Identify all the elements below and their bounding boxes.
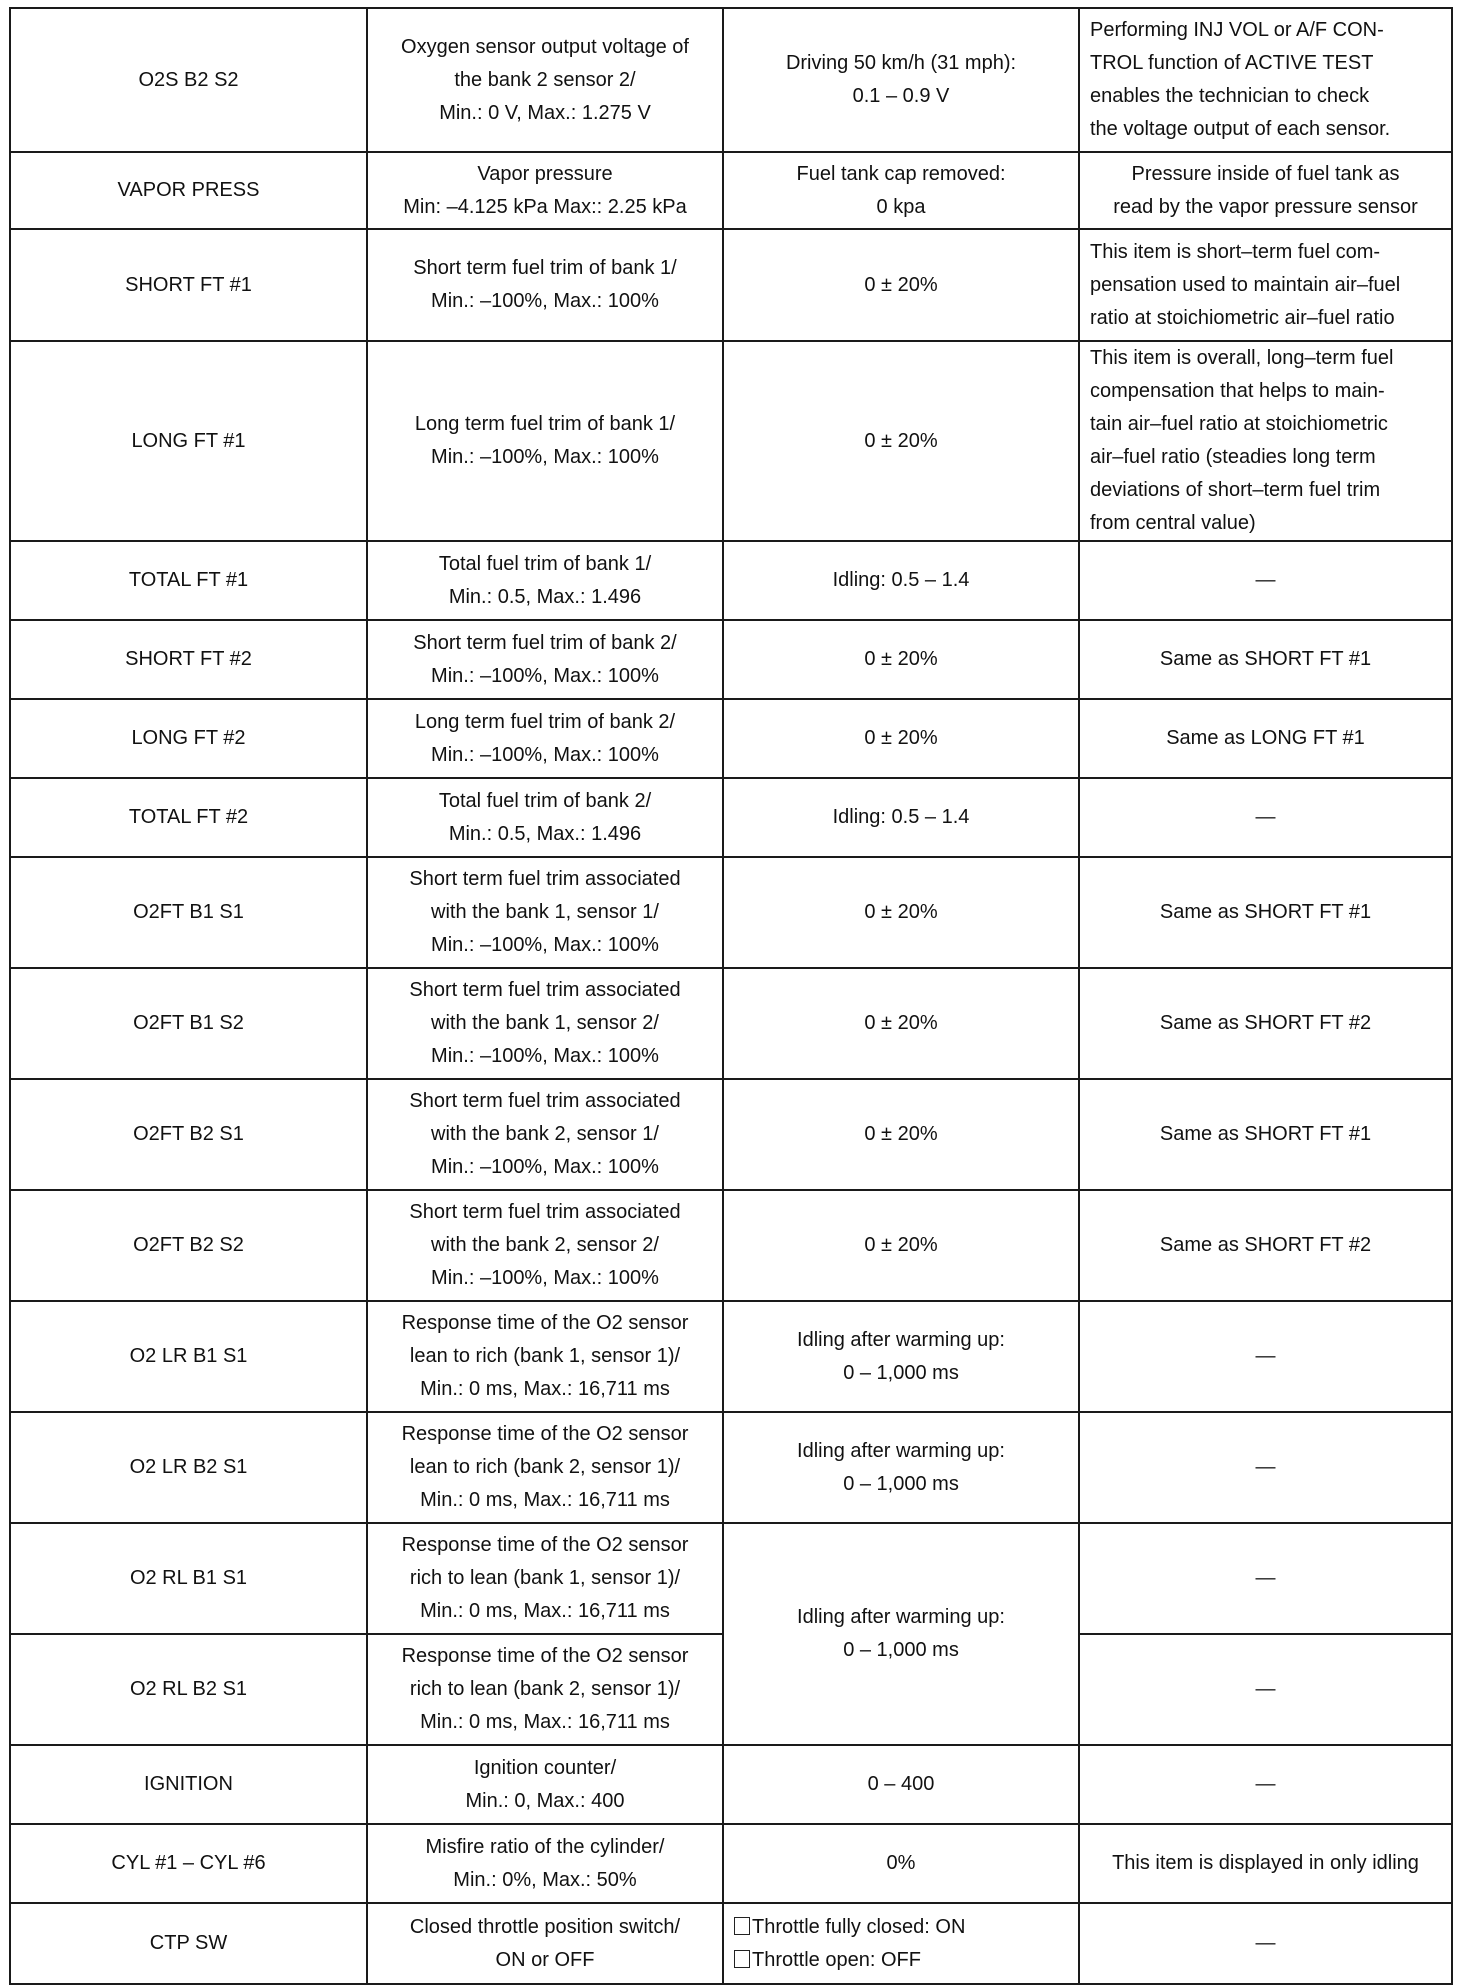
measurement-cell: Oxygen sensor output voltage of the bank 2 sensor 2/ Min.: 0 V, Max.: 1.275 V: [367, 8, 723, 152]
measurement-cell: Total fuel trim of bank 1/ Min.: 0.5, Max.: 1.496: [367, 541, 723, 620]
diagnostic-note-cell: Same as SHORT FT #1: [1079, 620, 1452, 699]
table-row: [10, 8, 1452, 152]
table-row: [10, 1412, 1452, 1523]
item-cell: O2FT B1 S2: [10, 968, 367, 1079]
normal-condition-cell: 0 ± 20%: [723, 699, 1079, 778]
table-row: [10, 152, 1452, 229]
normal-condition-cell: Idling: 0.5 – 1.4: [723, 541, 1079, 620]
measurement-cell: Response time of the O2 sensor lean to rich (bank 2, sensor 1)/ Min.: 0 ms, Max.: 16,711 ms: [367, 1412, 723, 1523]
table-row: [10, 778, 1452, 857]
normal-condition-cell: 0 ± 20%: [723, 857, 1079, 968]
table-row: [10, 699, 1452, 778]
normal-condition-cell: 0 ± 20%: [723, 1079, 1079, 1190]
table-row: [10, 541, 1452, 620]
diagnostic-note-cell: —: [1079, 1745, 1452, 1824]
checkbox-square-icon: [734, 1917, 750, 1935]
measurement-cell: Response time of the O2 sensor rich to lean (bank 1, sensor 1)/ Min.: 0 ms, Max.: 16,711 ms: [367, 1523, 723, 1634]
measurement-cell: Total fuel trim of bank 2/ Min.: 0.5, Max.: 1.496: [367, 778, 723, 857]
measurement-cell: Vapor pressure Min: –4.125 kPa Max:: 2.25 kPa: [367, 152, 723, 229]
table-row: [10, 968, 1452, 1079]
measurement-cell: Short term fuel trim associated with the bank 2, sensor 1/ Min.: –100%, Max.: 100%: [367, 1079, 723, 1190]
normal-condition-cell: Idling after warming up: 0 – 1,000 ms: [723, 1301, 1079, 1412]
item-cell: CYL #1 – CYL #6: [10, 1824, 367, 1903]
measurement-cell: Misfire ratio of the cylinder/ Min.: 0%, Max.: 50%: [367, 1824, 723, 1903]
diagnostic-note-cell: This item is overall, long–term fuel compensation that helps to main- tain air–fuel ratio at stoichiometric air–fuel ratio (steadies long term deviations of short–term fuel trim from central value): [1079, 341, 1452, 541]
measurement-cell: Short term fuel trim of bank 1/ Min.: –100%, Max.: 100%: [367, 229, 723, 341]
diagnostic-note-cell: —: [1079, 541, 1452, 620]
normal-condition-cell: 0 – 400: [723, 1745, 1079, 1824]
table-row: [10, 1523, 1452, 1634]
diagnostic-note-cell: Performing INJ VOL or A/F CON- TROL function of ACTIVE TEST enables the technician to check the voltage output of each sensor.: [1079, 8, 1452, 152]
table-row: [10, 1745, 1452, 1824]
measurement-cell: Response time of the O2 sensor rich to lean (bank 2, sensor 1)/ Min.: 0 ms, Max.: 16,711 ms: [367, 1634, 723, 1745]
item-cell: SHORT FT #2: [10, 620, 367, 699]
normal-condition-cell: 0%: [723, 1824, 1079, 1903]
diagnostic-note-cell: —: [1079, 1634, 1452, 1745]
normal-condition-line: [734, 1944, 1072, 1977]
table-row: [10, 620, 1452, 699]
table-row: [10, 1903, 1452, 1984]
diagnostic-note-cell: Same as LONG FT #1: [1079, 699, 1452, 778]
normal-condition-cell: Idling after warming up: 0 – 1,000 ms: [723, 1412, 1079, 1523]
measurement-cell: Response time of the O2 sensor lean to rich (bank 1, sensor 1)/ Min.: 0 ms, Max.: 16,711 ms: [367, 1301, 723, 1412]
diagnostic-note-cell: This item is short–term fuel com- pensation used to maintain air–fuel ratio at stoichiometric air–fuel ratio: [1079, 229, 1452, 341]
normal-condition-cell: Driving 50 km/h (31 mph): 0.1 – 0.9 V: [723, 8, 1079, 152]
item-cell: O2 LR B2 S1: [10, 1412, 367, 1523]
item-cell: CTP SW: [10, 1903, 367, 1984]
normal-condition-cell: 0 ± 20%: [723, 1190, 1079, 1301]
item-cell: O2 RL B1 S1: [10, 1523, 367, 1634]
measurement-cell: Ignition counter/ Min.: 0, Max.: 400: [367, 1745, 723, 1824]
measurement-cell: Short term fuel trim associated with the bank 1, sensor 1/ Min.: –100%, Max.: 100%: [367, 857, 723, 968]
diagnostic-note-cell: —: [1079, 1301, 1452, 1412]
table-row: [10, 857, 1452, 968]
normal-condition-cell: Idling: 0.5 – 1.4: [723, 778, 1079, 857]
table-row: [10, 1079, 1452, 1190]
diagnostic-note-cell: Pressure inside of fuel tank as read by the vapor pressure sensor: [1079, 152, 1452, 229]
diagnostic-note-cell: —: [1079, 1903, 1452, 1984]
measurement-cell: Long term fuel trim of bank 2/ Min.: –100%, Max.: 100%: [367, 699, 723, 778]
item-cell: VAPOR PRESS: [10, 152, 367, 229]
checkbox-square-icon: [734, 1950, 750, 1968]
diagnostic-note-cell: Same as SHORT FT #2: [1079, 968, 1452, 1079]
table-row: [10, 1301, 1452, 1412]
item-cell: SHORT FT #1: [10, 229, 367, 341]
diagnostic-note-cell: Same as SHORT FT #1: [1079, 1079, 1452, 1190]
item-cell: O2FT B2 S1: [10, 1079, 367, 1190]
diagnostic-note-cell: —: [1079, 1523, 1452, 1634]
diagnostic-note-cell: —: [1079, 1412, 1452, 1523]
table-row: [10, 1190, 1452, 1301]
item-cell: TOTAL FT #2: [10, 778, 367, 857]
item-cell: TOTAL FT #1: [10, 541, 367, 620]
measurement-cell: Long term fuel trim of bank 1/ Min.: –100%, Max.: 100%: [367, 341, 723, 541]
data-list-table: [9, 7, 1453, 1985]
normal-condition-text: Throttle fully closed: ON: [752, 1915, 966, 1938]
table-row: [10, 341, 1452, 541]
normal-condition-cell: Idling after warming up: 0 – 1,000 ms: [723, 1523, 1079, 1745]
normal-condition-cell: 0 ± 20%: [723, 229, 1079, 341]
item-cell: O2FT B2 S2: [10, 1190, 367, 1301]
measurement-cell: Short term fuel trim associated with the bank 1, sensor 2/ Min.: –100%, Max.: 100%: [367, 968, 723, 1079]
measurement-cell: Closed throttle position switch/ ON or OFF: [367, 1903, 723, 1984]
normal-condition-text: Throttle open: OFF: [752, 1948, 921, 1971]
table-row: [10, 1824, 1452, 1903]
item-cell: O2FT B1 S1: [10, 857, 367, 968]
normal-condition-cell: [723, 1903, 1079, 1984]
item-cell: O2 LR B1 S1: [10, 1301, 367, 1412]
normal-condition-cell: 0 ± 20%: [723, 341, 1079, 541]
item-cell: O2 RL B2 S1: [10, 1634, 367, 1745]
item-cell: IGNITION: [10, 1745, 367, 1824]
data-list-table-sheet: [9, 7, 1451, 1971]
normal-condition-cell: 0 ± 20%: [723, 968, 1079, 1079]
measurement-cell: Short term fuel trim associated with the bank 2, sensor 2/ Min.: –100%, Max.: 100%: [367, 1190, 723, 1301]
diagnostic-note-cell: —: [1079, 778, 1452, 857]
normal-condition-cell: 0 ± 20%: [723, 620, 1079, 699]
normal-condition-line: [734, 1911, 1072, 1944]
item-cell: LONG FT #2: [10, 699, 367, 778]
normal-condition-cell: Fuel tank cap removed: 0 kpa: [723, 152, 1079, 229]
item-cell: LONG FT #1: [10, 341, 367, 541]
measurement-cell: Short term fuel trim of bank 2/ Min.: –100%, Max.: 100%: [367, 620, 723, 699]
diagnostic-note-cell: Same as SHORT FT #2: [1079, 1190, 1452, 1301]
item-cell: O2S B2 S2: [10, 8, 367, 152]
table-row: [10, 229, 1452, 341]
diagnostic-note-cell: Same as SHORT FT #1: [1079, 857, 1452, 968]
diagnostic-note-cell: This item is displayed in only idling: [1079, 1824, 1452, 1903]
